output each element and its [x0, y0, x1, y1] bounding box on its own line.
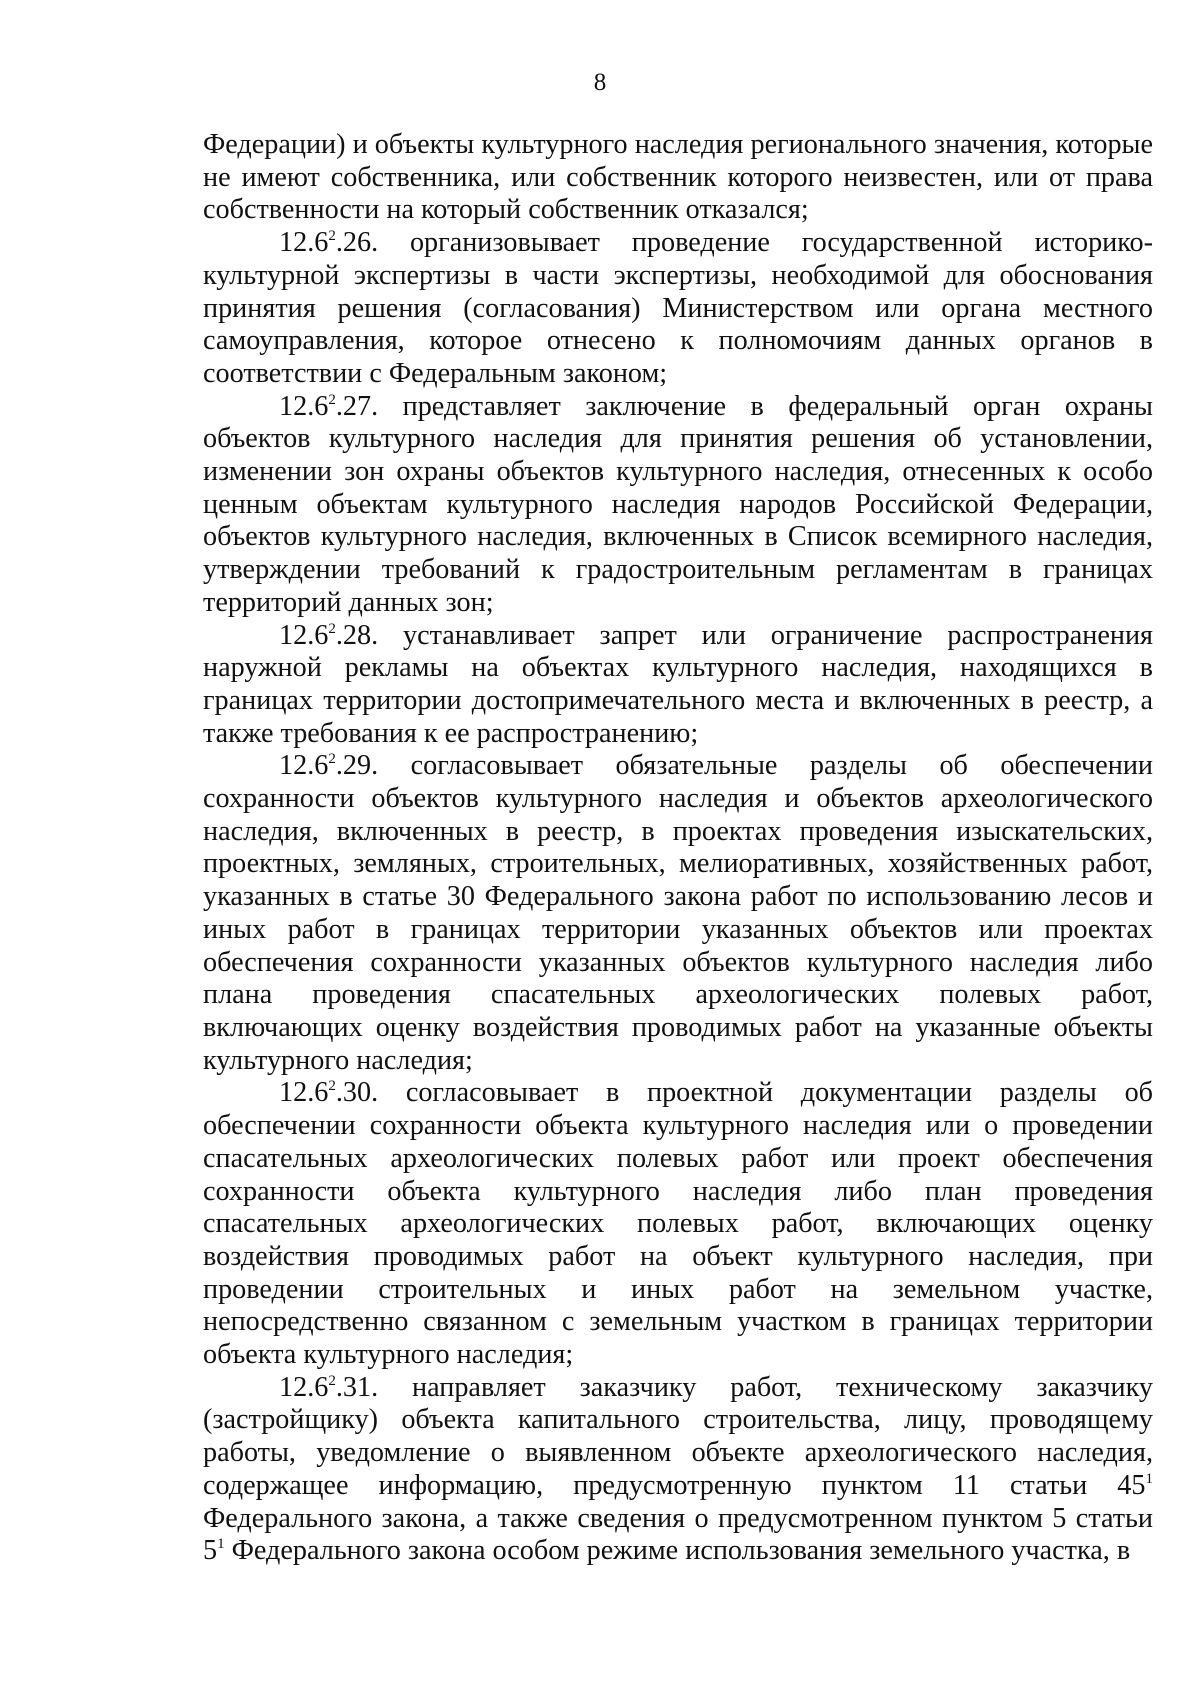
document-body	[203, 129, 1153, 1568]
paragraph-number: 12.6$^2$.29.	[279, 750, 379, 782]
paragraph-number: 12.6$^2$.27.	[279, 390, 379, 422]
superscript: 1	[1145, 1470, 1153, 1487]
paragraph-text: согласовывает обязательные разделы об обеспечении сохранности объектов культурного наследия и объектов археологического наследия, включенных в реестр, в проектах проведения изыскательских, проектных, земляных, строительных, мелиоративных, хозяйственных работ, указанных в статье 30 Федерального закона работ по использованию лесов и иных работ в границах территории указанных объектов или проектах обеспечения сохранности указанных объектов культурного наследия либо плана проведения спасательных археологических полевых работ, включающих оценку воздействия проводимых работ на указанные объекты культурного наследия;	[203, 750, 1153, 1076]
paragraph-text: согласовывает в проектной документации разделы об обеспечении сохранности объекта культурного наследия или о проведении спасательных археологических полевых работ или проект обеспечения сохранности объекта культурного наследия либо план проведения спасательных археологических полевых работ, включающих оценку воздействия проводимых работ на объект культурного наследия, при проведении строительных и иных работ на земельном участке, непосредственно связанном с земельным участком в границах территории объекта культурного наследия;	[203, 1077, 1154, 1371]
paragraph-12-6-2-31	[203, 1372, 1153, 1568]
paragraph-number: 12.6$^2$.30.	[279, 1077, 379, 1109]
paragraph-text: представляет заключение в федеральный орган охраны объектов культурного наследия для принятия решения об установлении, изменении зон охраны объектов культурного наследия, отнесенных к особо ценным объектам культурного наследия народов Российской Федерации, объектов культурного наследия, включенных в Список всемирного наследия, утверждении требований к градостроительным регламентам в границах территорий данных зон;	[203, 390, 1153, 618]
paragraph-12-6-2-29	[203, 750, 1153, 1077]
superscript: 1	[217, 1536, 225, 1553]
paragraph-text: Федерации) и объекты культурного наследия регионального значения, которые не имеют собственника, или собственник которого неизвестен, или от права собственности на который собственник отказался;	[203, 129, 1153, 226]
paragraph-number: 12.6$^2$.26.	[279, 227, 379, 259]
paragraph-text: направляет заказчику работ, техническому заказчику (застройщику) объекта капитального строительства, лицу, проводящему работы, уведомление о выявленном объекте археологического наследия, содержащее информацию, предусмотренную пунктом 11 статьи $45^1$ Федерального закона, а также сведения о предусмотренном пунктом 5 статьи $5^1$ Федерального закона особом режиме использования земельного участка, в	[203, 1371, 1153, 1567]
paragraph-12-6-2-30	[203, 1077, 1153, 1371]
paragraph-12-6-2-28	[203, 620, 1153, 751]
page-number: 8	[593, 69, 607, 96]
paragraph-text: организовывает проведение государственной историко-культурной экспертизы в части экспертизы, необходимой для обоснования принятия решения (согласования) Министерством или органа местного самоуправления, которое отнесено к полномочиям данных органов в соответствии с Федеральным законом;	[203, 227, 1154, 389]
paragraph-text: устанавливает запрет или ограничение распространения наружной рекламы на объектах культурного наследия, находящихся в границах территории достопримечательного места и включенных в реестр, а также требования к ее распространению;	[203, 619, 1154, 749]
paragraph-12-6-2-27	[203, 391, 1153, 620]
paragraph-number: 12.6$^2$.28.	[279, 619, 379, 651]
paragraph-continuation	[203, 129, 1153, 227]
paragraph-12-6-2-26	[203, 227, 1153, 391]
paragraph-number: 12.6$^2$.31.	[279, 1371, 379, 1403]
